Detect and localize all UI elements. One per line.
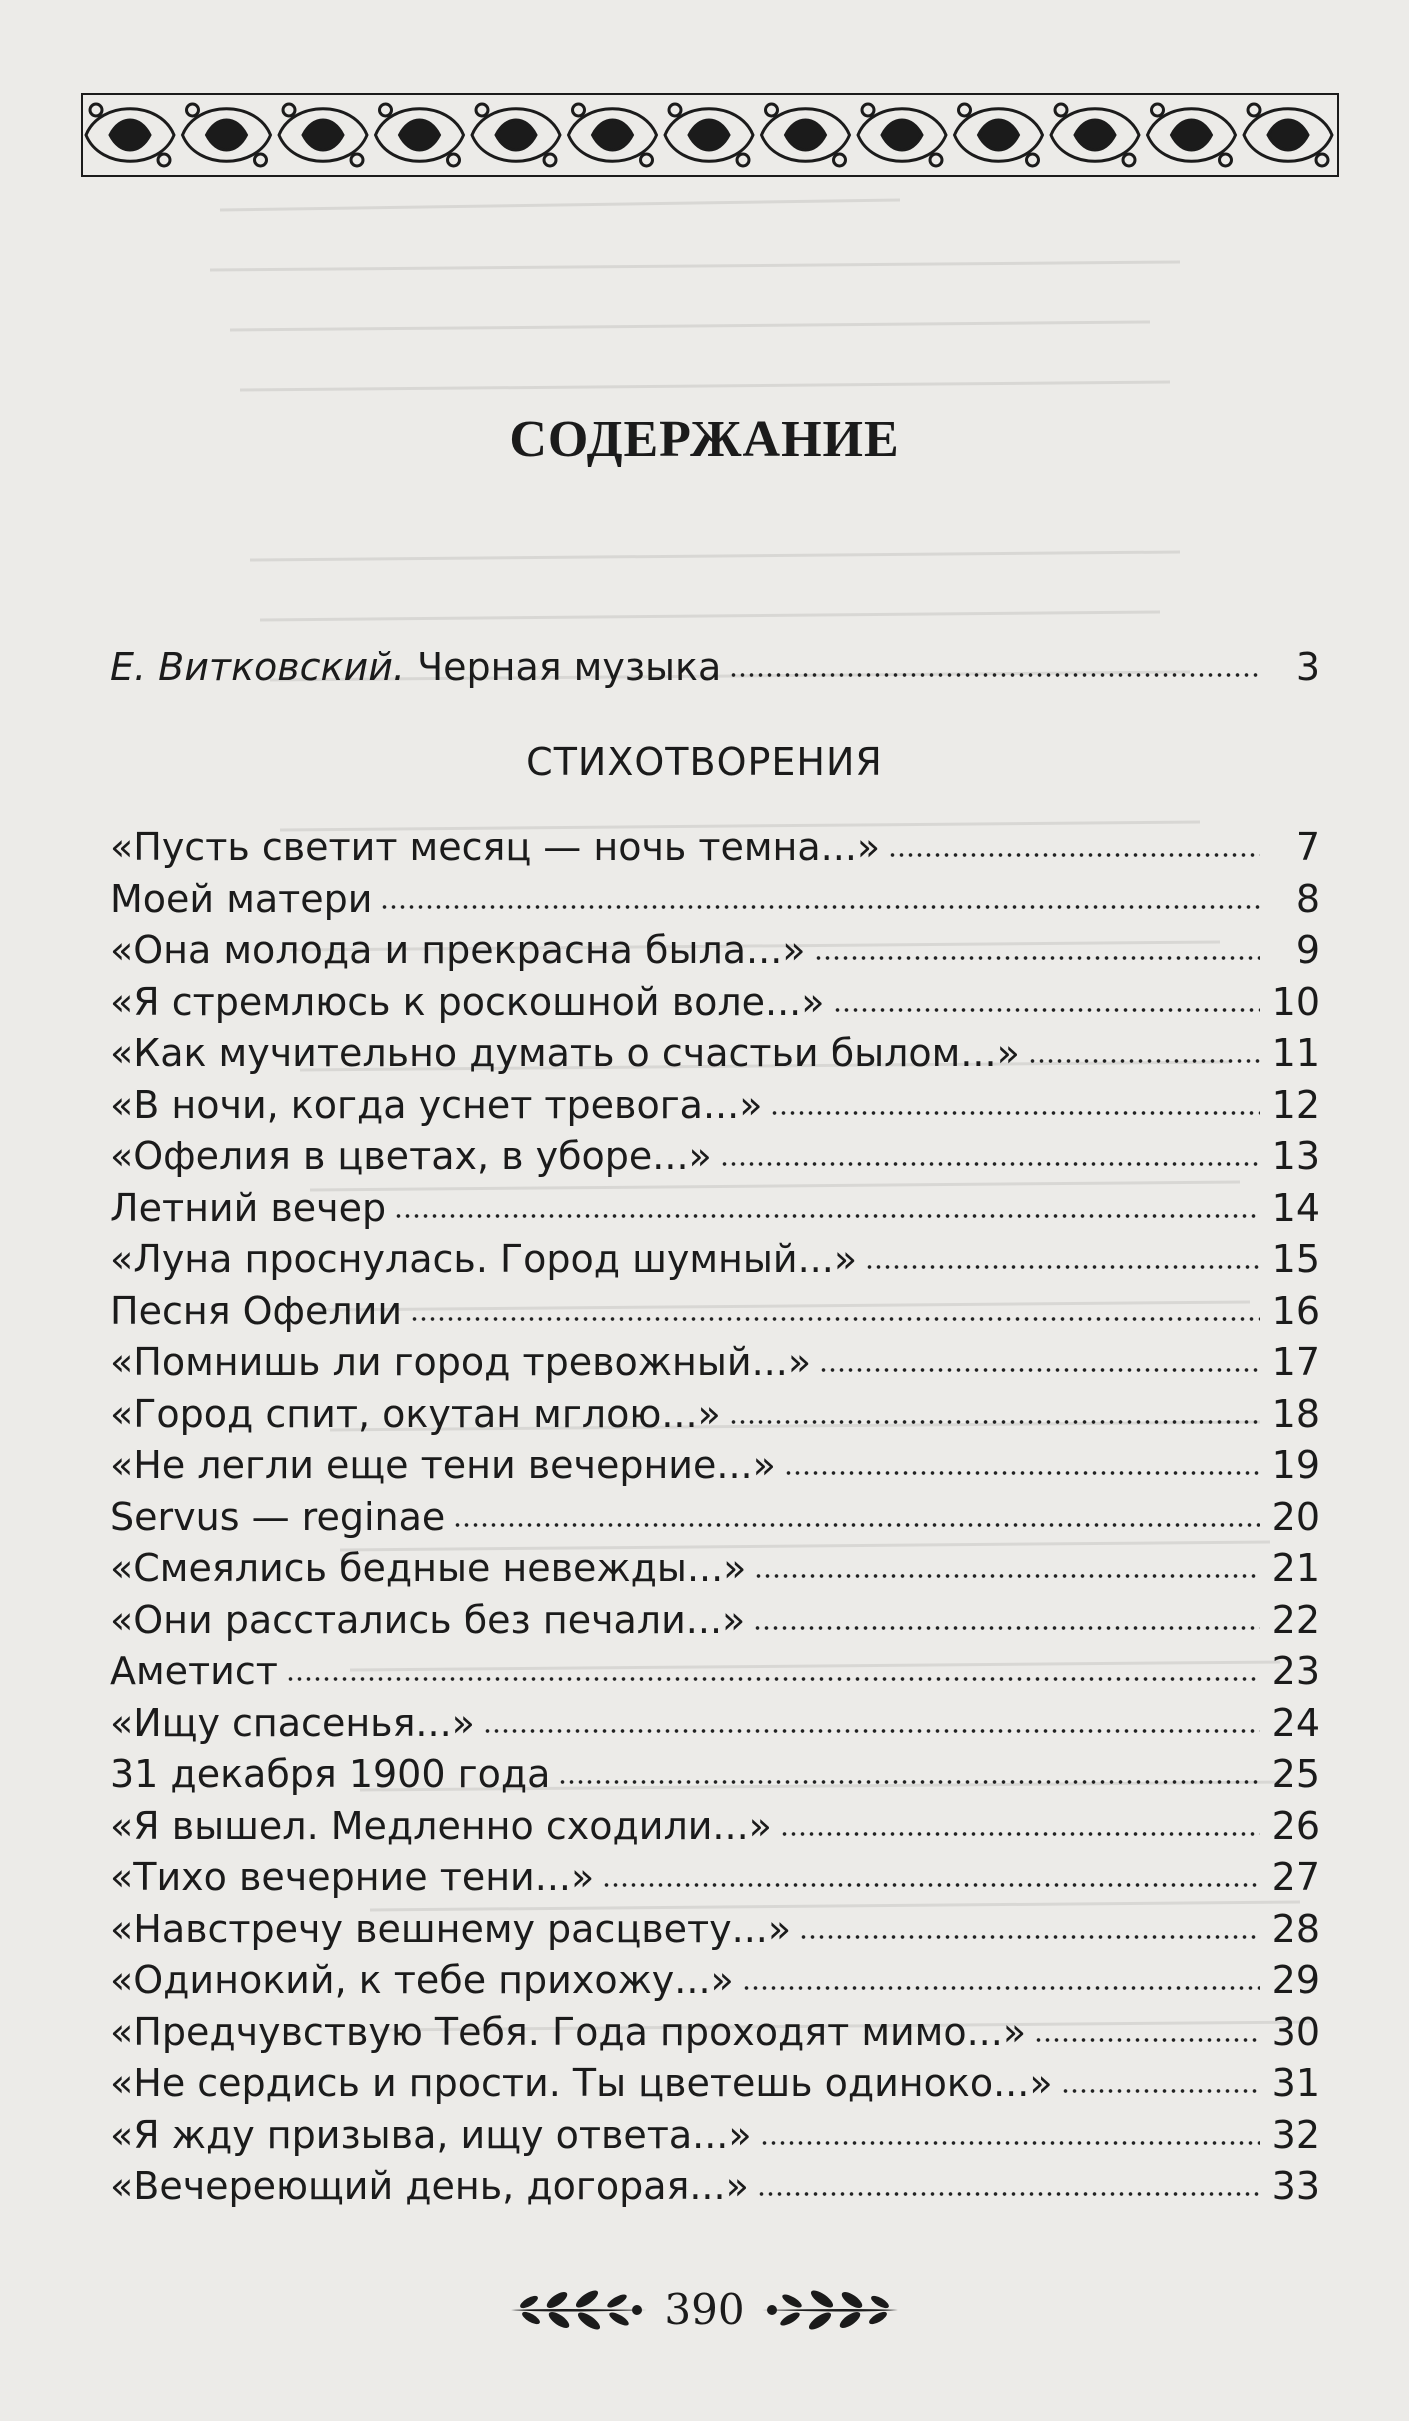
- toc-entry[interactable]: [110, 1747, 1320, 1801]
- toc-entry-title: Аметист: [110, 1649, 278, 1693]
- toc-entry-page: 28: [1271, 1906, 1320, 1951]
- toc-entry-page: 15: [1271, 1237, 1320, 1281]
- toc-entry-page: 10: [1271, 979, 1320, 1024]
- toc-entry[interactable]: [110, 1026, 1320, 1080]
- toc-entry-page: 12: [1271, 1082, 1320, 1127]
- dot-leader: [729, 1417, 1260, 1427]
- toc-entry[interactable]: [110, 1644, 1320, 1698]
- toc-entry-title: «Предчувствую Тебя. Года проходят мимо...»: [110, 2009, 1027, 2054]
- dot-leader: [483, 1726, 1260, 1736]
- toc-entry[interactable]: [110, 1078, 1320, 1132]
- dot-leader: [760, 2138, 1260, 2148]
- page-footer: [0, 2285, 1409, 2334]
- toc-entry-page: 33: [1271, 2164, 1320, 2208]
- toc-entry[interactable]: [110, 1232, 1320, 1286]
- dot-leader: [770, 1108, 1260, 1118]
- dot-leader: [380, 902, 1260, 912]
- toc-entry-page: 7: [1295, 825, 1320, 869]
- toc-entry-page: 17: [1271, 1340, 1320, 1384]
- dot-leader: [757, 2189, 1260, 2199]
- toc-entry-page: 16: [1271, 1288, 1320, 1333]
- toc-entry-page: 22: [1271, 1597, 1320, 1642]
- toc-entry-title: 31 декабря 1900 года: [110, 1752, 551, 1796]
- toc-entry[interactable]: [110, 1284, 1320, 1338]
- toc-entry[interactable]: [110, 1953, 1320, 2007]
- toc-entry[interactable]: [110, 872, 1320, 926]
- dot-leader: [720, 1159, 1260, 1169]
- toc-entry-title: «Не сердись и прости. Ты цветешь одиноко...»: [110, 2061, 1053, 2105]
- toc-entry[interactable]: [110, 2159, 1320, 2213]
- toc-entry-title: Летний вечер: [110, 1185, 387, 1230]
- toc-entry-page: 23: [1271, 1649, 1320, 1693]
- toc-entry-title: «Тихо вечерние тени...»: [110, 1855, 595, 1899]
- toc-entry-page: 26: [1271, 1803, 1320, 1848]
- toc-entry-page: 18: [1271, 1391, 1320, 1436]
- toc-entry-title: «Город спит, окутан мглою...»: [110, 1391, 721, 1436]
- dot-leader: [410, 1314, 1260, 1324]
- toc-entry-title: [110, 640, 721, 694]
- page-number: 390: [664, 2285, 745, 2334]
- dot-leader: [784, 1468, 1260, 1478]
- toc-entry-title: «Одинокий, к тебе прихожу...»: [110, 1958, 734, 2002]
- toc-entry-title: Песня Офелии: [110, 1288, 403, 1333]
- dot-leader: [799, 1932, 1260, 1942]
- dot-leader: [286, 1674, 1260, 1684]
- dot-leader: [1028, 1056, 1260, 1066]
- toc-entry-title: «Помнишь ли город тревожный...»: [110, 1340, 812, 1384]
- toc-entry[interactable]: [110, 2005, 1320, 2059]
- toc-entry-title: «Я вышел. Медленно сходили...»: [110, 1803, 772, 1848]
- toc-entry-title: «Ищу спасенья...»: [110, 1700, 475, 1745]
- toc-entry[interactable]: [110, 1129, 1320, 1183]
- toc-entry[interactable]: [110, 1850, 1320, 1904]
- dot-leader: [780, 1829, 1260, 1839]
- toc-entry[interactable]: [110, 1438, 1320, 1492]
- toc-entry-page: 24: [1271, 1700, 1320, 1745]
- dot-leader: [753, 1623, 1260, 1633]
- toc-entry-title: «Не легли еще тени вечерние...»: [110, 1443, 776, 1487]
- toc-entry-title: «Они расстались без печали...»: [110, 1597, 746, 1642]
- dot-leader: [754, 1571, 1260, 1581]
- dot-leader: [558, 1777, 1260, 1787]
- toc-entry-page: 21: [1271, 1546, 1320, 1590]
- toc-entry-author: Е. Витковский.: [110, 645, 405, 689]
- toc-entry-title: «Смеялись бедные невежды...»: [110, 1546, 747, 1590]
- toc-entry[interactable]: [110, 2108, 1320, 2162]
- toc-entry-title: «Она молода и прекрасна была...»: [110, 928, 806, 972]
- toc-entry-title: Servus — reginae: [110, 1494, 446, 1539]
- toc-entry-title: «Офелия в цветах, в уборе...»: [110, 1134, 712, 1178]
- toc-entry[interactable]: [110, 1181, 1320, 1235]
- dot-leader: [742, 1983, 1260, 1993]
- toc-entry-title: «Навстречу вешнему расцвету...»: [110, 1906, 792, 1951]
- toc-entry[interactable]: [110, 1541, 1320, 1595]
- dot-leader: [833, 1005, 1260, 1015]
- leaf-ornament-right-icon: [760, 2288, 900, 2332]
- dot-leader: [888, 850, 1260, 860]
- contents-heading: СОДЕРЖАНИЕ: [509, 411, 900, 468]
- toc-intro-entry[interactable]: [110, 640, 1320, 694]
- dot-leader: [1034, 2035, 1260, 2045]
- ornament-border: [80, 90, 1340, 180]
- toc-entry-page: 20: [1271, 1494, 1320, 1539]
- toc-entry[interactable]: [110, 820, 1320, 874]
- toc-entry[interactable]: [110, 923, 1320, 977]
- toc-entry-title: «Я жду призыва, ищу ответа...»: [110, 2112, 752, 2157]
- dot-leader: [819, 1365, 1260, 1375]
- toc-entry[interactable]: [110, 1696, 1320, 1750]
- toc-entry[interactable]: [110, 2056, 1320, 2110]
- toc-entry-page: 32: [1271, 2112, 1320, 2157]
- dot-leader: [814, 953, 1260, 963]
- toc-entry-page: 9: [1295, 928, 1320, 972]
- section-heading: СТИХОТВОРЕНИЯ: [526, 740, 883, 784]
- toc-entry-page: 8: [1295, 876, 1320, 921]
- toc-entry[interactable]: [110, 1490, 1320, 1544]
- toc-entry-page: 29: [1271, 1958, 1320, 2002]
- toc-entry-page: 11: [1271, 1031, 1320, 1075]
- dot-leader: [453, 1520, 1260, 1530]
- dot-leader: [729, 670, 1260, 680]
- toc-entry[interactable]: [110, 1387, 1320, 1441]
- dot-leader: [865, 1262, 1260, 1272]
- toc-entry-page: 19: [1271, 1443, 1320, 1487]
- dot-leader: [602, 1880, 1260, 1890]
- toc-entry-title: «Луна проснулась. Город шумный...»: [110, 1237, 858, 1281]
- toc-entry-title: «В ночи, когда уснет тревога...»: [110, 1082, 763, 1127]
- toc-entry-page: 14: [1271, 1185, 1320, 1230]
- toc-entry-page: 31: [1271, 2061, 1320, 2105]
- leaf-ornament-left-icon: [509, 2288, 649, 2332]
- dot-leader: [1061, 2086, 1260, 2096]
- toc-entry[interactable]: [110, 975, 1320, 1029]
- toc-entry-page: 3: [1295, 645, 1320, 689]
- toc-entry-page: 30: [1271, 2009, 1320, 2054]
- toc-entry-page: 13: [1271, 1134, 1320, 1178]
- toc-entry-work: Черная музыка: [404, 645, 722, 689]
- toc-entry-title: «Как мучительно думать о счастьи былом...»: [110, 1031, 1020, 1075]
- toc-entry-title: «Вечереющий день, догорая...»: [110, 2164, 749, 2208]
- toc-entry[interactable]: [110, 1593, 1320, 1647]
- toc-entry-title: Моей матери: [110, 876, 373, 921]
- toc-entry-page: 25: [1271, 1752, 1320, 1796]
- toc-entry[interactable]: [110, 1902, 1320, 1956]
- toc-entry-page: 27: [1271, 1855, 1320, 1899]
- toc-entry[interactable]: [110, 1335, 1320, 1389]
- toc-entry-title: «Пусть светит месяц — ночь темна...»: [110, 825, 881, 869]
- dot-leader: [394, 1211, 1260, 1221]
- toc-entry-title: «Я стремлюсь к роскошной воле...»: [110, 979, 825, 1024]
- toc-entry[interactable]: [110, 1799, 1320, 1853]
